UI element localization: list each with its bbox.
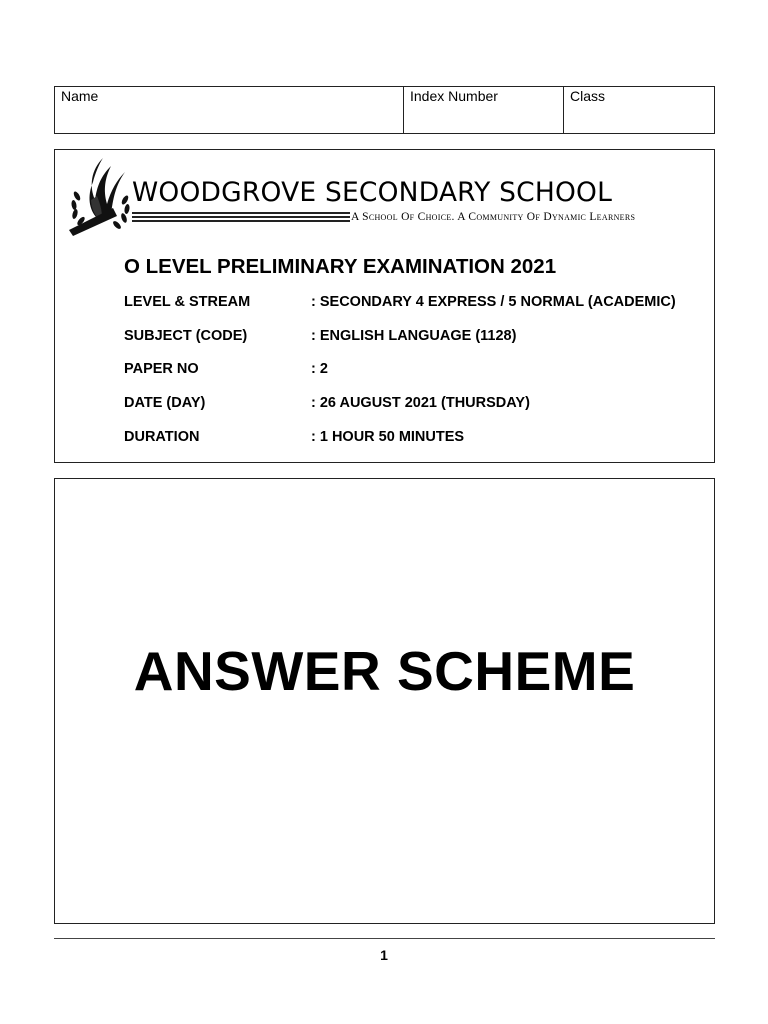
footer-divider	[54, 938, 715, 939]
exam-header	[54, 149, 715, 463]
candidate-info-table	[54, 86, 715, 134]
school-motto: A School Of Choice. A Community Of Dynamic Learners	[351, 211, 636, 223]
detail-label: DATE (DAY)	[124, 395, 206, 411]
answer-scheme-title: ANSWER SCHEME	[133, 640, 636, 702]
school-name: WOODGROVE SECONDARY SCHOOL	[132, 177, 613, 208]
page-number: 1	[380, 947, 388, 963]
detail-value: : ENGLISH LANGUAGE (1128)	[311, 328, 517, 344]
detail-value: : SECONDARY 4 EXPRESS / 5 NORMAL (ACADEMIC)	[311, 294, 676, 310]
detail-value: : 2	[311, 361, 328, 377]
detail-value: : 26 AUGUST 2021 (THURSDAY)	[311, 395, 530, 411]
logo-rule	[132, 220, 350, 222]
index-number-label: Index Number	[410, 88, 498, 104]
detail-label: SUBJECT (CODE)	[124, 328, 248, 344]
school-crest-icon	[67, 156, 131, 238]
detail-label: DURATION	[124, 429, 200, 445]
detail-label: LEVEL & STREAM	[124, 294, 251, 310]
detail-label: PAPER NO	[124, 361, 199, 377]
class-field[interactable]	[563, 87, 714, 133]
logo-rule	[132, 216, 350, 218]
detail-value: : 1 HOUR 50 MINUTES	[311, 429, 465, 445]
logo-rule	[132, 212, 350, 214]
exam-title: O LEVEL PRELIMINARY EXAMINATION 2021	[124, 255, 557, 278]
class-label: Class	[570, 88, 606, 104]
index-number-field[interactable]	[403, 87, 563, 133]
name-label: Name	[61, 88, 99, 104]
name-field[interactable]	[55, 87, 403, 133]
answer-scheme-panel	[54, 478, 715, 924]
